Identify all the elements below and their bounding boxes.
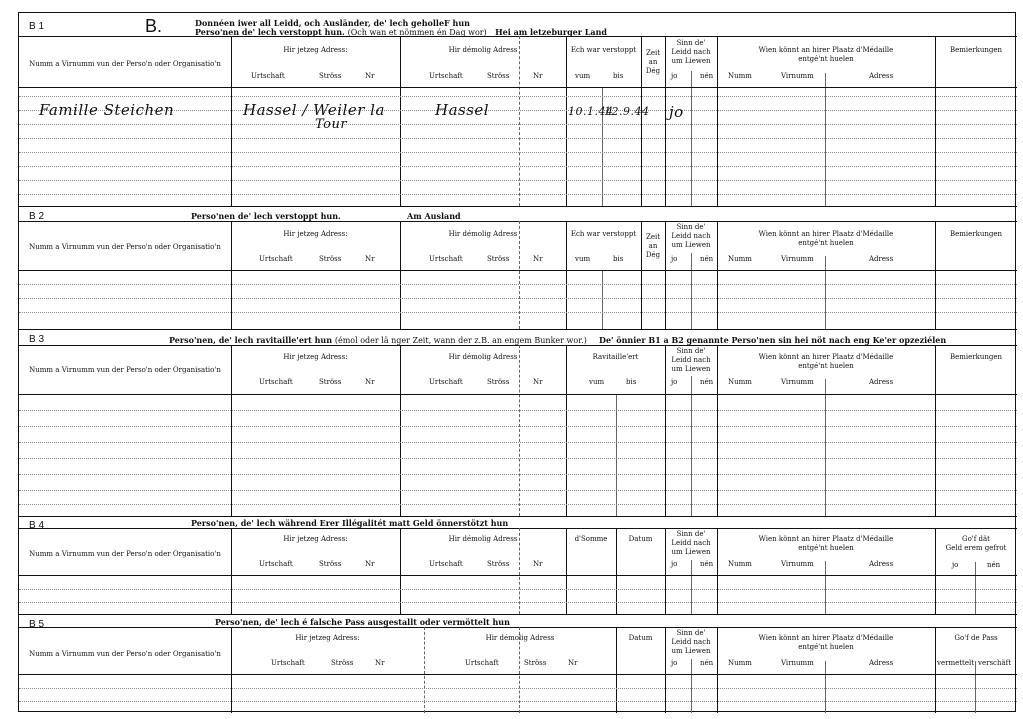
col-vum: vum [575, 72, 591, 80]
b4-col-gof-dat-1: Go'f dät [961, 535, 990, 543]
b5-col-verschaft: verschäft [978, 659, 1012, 667]
b3-col-numm-virnumm: Numm a Virnumm vun der Perso'n oder Organisatio'n [29, 366, 221, 374]
section-title2-b2: Am Ausland [407, 211, 461, 221]
b4-col-wien [717, 535, 935, 553]
b3-col-stross-2: Ströss [487, 378, 510, 386]
b3-col-jetzeg: Hir jetzeg Adress: [283, 353, 348, 361]
b3-col-urtschaft-2: Urtschaft [429, 378, 463, 386]
b2-col-sinn-1: Sinn de' [676, 223, 706, 231]
b3-col-nr: Nr [365, 378, 375, 386]
b2-col-bis: bis [613, 255, 624, 263]
b4-col-urtschaft: Urtschaft [259, 560, 293, 568]
b2-col-urtschaft-2: Urtschaft [429, 255, 463, 263]
b4-col-urtschaft-2: Urtschaft [429, 560, 463, 568]
b5-col-datum: Datum [628, 634, 653, 642]
b5-col-jetzeg: Hir jetzeg Adress: [295, 634, 360, 642]
b5-col-wien-2: entgé'nt huelen [798, 643, 854, 651]
b4-col-wien-1: Wien könnt an hirer Plaatz d'Médaille [758, 535, 894, 543]
section-title-b4: Perso'nen, de' lech während Erer Illégalitét matt Geld önnerstötzt hun [191, 518, 509, 528]
col-sinn [665, 39, 717, 66]
b3-col-sinn [665, 347, 717, 374]
b5-col-stross: Ströss [331, 659, 354, 667]
b4-col-jo-2: jo [952, 561, 959, 569]
section-id-b1: B 1 [29, 21, 45, 32]
col-demolig-adress: Hir démolig Adress [448, 46, 518, 54]
b2-col-wien [717, 230, 935, 248]
b2-col-sinn-3: um Liewen [671, 241, 711, 249]
b5-col-wien-1: Wien könnt an hirer Plaatz d'Médaille [758, 634, 894, 642]
b2-col-numm-virnumm: Numm a Virnumm vun der Perso'n oder Organisatio'n [29, 243, 221, 251]
entry-name: Famille Steichen [39, 101, 175, 119]
section-title-b3-note: (émol oder lä nger Zeit, wann der z.B. an engem Bunker wor.) [334, 336, 587, 345]
b5-col-numm: Numm [728, 659, 752, 667]
b3-col-nen: nén [700, 378, 714, 386]
b5-col-sinn [665, 629, 717, 656]
header-line2-a: Perso'nen de' lech verstoppt hun. [195, 27, 345, 37]
col-stross-2: Ströss [487, 72, 510, 80]
b3-col-bemierkungen: Bemierkungen [949, 353, 1003, 361]
b4-col-nr: Nr [365, 560, 375, 568]
b2-col-nr: Nr [365, 255, 375, 263]
b3-col-wien [717, 353, 935, 371]
col-stross: Ströss [319, 72, 342, 80]
b5-col-demolig: Hir démolig Adress [485, 634, 555, 642]
b2-col-sinn-2: Leidd nach [671, 232, 711, 240]
section-id-b4: B 4 [29, 520, 45, 531]
col-wien-1: Wien könnt an hirer Plaatz d'Médaille [758, 46, 894, 54]
b3-col-stross: Ströss [319, 378, 342, 386]
b3-col-virnumm: Virnumm [781, 378, 814, 386]
b2-col-wien-1: Wien könnt an hirer Plaatz d'Médaille [758, 230, 894, 238]
section-title-b2: Perso'nen de' lech verstoppt hun. [191, 211, 341, 221]
b4-col-sinn-3: um Liewen [671, 548, 711, 556]
b4-col-numm: Numm [728, 560, 752, 568]
col-urtschaft-2: Urtschaft [429, 72, 463, 80]
col-jetzeg-adress: Hir jetzeg Adress: [283, 46, 348, 54]
col-bemierkungen: Bemierkungen [949, 46, 1003, 54]
b3-col-ravitailleert: Ravitaille'ert [592, 353, 639, 361]
b2-col-zeit-2: an [648, 242, 658, 250]
b2-col-numm: Numm [728, 255, 752, 263]
entry-jetzeg-1: Hassel / Weiler la [243, 101, 385, 119]
b2-col-ech-war: Ech war verstoppt [570, 230, 637, 238]
b4-col-sinn-1: Sinn de' [676, 530, 706, 538]
col-numm: Numm [728, 72, 752, 80]
col-bis: bis [613, 72, 624, 80]
b3-col-vum: vum [589, 378, 605, 386]
b5-col-urtschaft-2: Urtschaft [465, 659, 499, 667]
section-title-b3-main: Perso'nen, de' lech ravitaille'ert hun [169, 335, 333, 345]
b3-col-adress: Adress [869, 378, 894, 386]
b4-col-demolig: Hir démolig Adress [448, 535, 518, 543]
b2-col-urtschaft: Urtschaft [259, 255, 293, 263]
b4-col-sinn [665, 530, 717, 557]
entry-vum: 10.1.44 [568, 105, 614, 118]
entry-demolig: Hassel [435, 101, 490, 119]
entry-jetzeg-2: Tour [315, 117, 348, 132]
form-letter: B. [145, 16, 163, 36]
b4-col-wien-2: entgé'nt huelen [798, 544, 854, 552]
b4-col-gof-dat-2: Geld erem gefrot [945, 544, 1007, 552]
b5-col-numm-virnumm: Numm a Virnumm vun der Perso'n oder Organisatio'n [29, 650, 221, 658]
col-sinn-2: Leidd nach [671, 48, 711, 56]
section-id-b2: B 2 [29, 211, 45, 222]
b3-col-sinn-2: Leidd nach [671, 356, 711, 364]
b4-col-adress: Adress [869, 560, 894, 568]
b5-col-wien [717, 634, 935, 652]
b4-col-somme: d'Somme [574, 535, 608, 543]
entry-jo: jo [669, 103, 684, 121]
b2-col-adress: Adress [869, 255, 894, 263]
entry-bis: 12.9.44 [604, 105, 650, 118]
b2-col-stross: Ströss [319, 255, 342, 263]
b2-col-bemierkungen: Bemierkungen [949, 230, 1003, 238]
b3-col-wien-2: entgé'nt huelen [798, 362, 854, 370]
header-line2-c: Hei am letzeburger Land [495, 27, 607, 37]
form-sheet [18, 12, 1016, 712]
b5-col-stross-2: Ströss [524, 659, 547, 667]
b5-col-urtschaft: Urtschaft [271, 659, 305, 667]
col-ech-war: Ech war verstoppt [570, 46, 637, 54]
b5-col-jo: jo [671, 659, 678, 667]
b2-col-nr-2: Nr [533, 255, 543, 263]
col-jo: jo [671, 72, 678, 80]
col-virnumm: Virnumm [781, 72, 814, 80]
b4-col-sinn-2: Leidd nach [671, 539, 711, 547]
col-zeit-3: Dég [645, 67, 661, 75]
b3-col-numm: Numm [728, 378, 752, 386]
b3-col-bis: bis [626, 378, 637, 386]
section-id-b5: B 5 [29, 619, 45, 630]
col-nen: nén [700, 72, 714, 80]
b3-col-sinn-1: Sinn de' [676, 347, 706, 355]
b2-col-zeit-3: Dég [645, 251, 661, 259]
b4-col-nen: nén [700, 560, 714, 568]
b3-col-sinn-3: um Liewen [671, 365, 711, 373]
b5-col-vermettelt: vermettelt [937, 659, 975, 667]
b2-col-vum: vum [575, 255, 591, 263]
b4-col-jetzeg: Hir jetzeg Adress: [283, 535, 348, 543]
b2-col-jetzeg: Hir jetzeg Adress: [283, 230, 348, 238]
b5-col-sinn-3: um Liewen [671, 647, 711, 655]
b2-col-wien-2: entgé'nt huelen [798, 239, 854, 247]
b3-col-nr-2: Nr [533, 378, 543, 386]
col-numm-virnumm: Numm a Virnumm vun der Perso'n oder Organisatio'n [29, 60, 221, 68]
b4-col-nen-2: nén [987, 561, 1001, 569]
section-title-b3 [169, 335, 587, 345]
section-title-b5: Perso'nen, de' lech é falsche Pass ausgestallt oder vermöttelt hun [215, 617, 510, 627]
col-sinn-1: Sinn de' [676, 39, 706, 47]
b5-col-sinn-2: Leidd nach [671, 638, 711, 646]
b2-col-zeit [641, 233, 665, 260]
b4-col-nr-2: Nr [533, 560, 543, 568]
b4-col-jo: jo [671, 560, 678, 568]
b5-col-virnumm: Virnumm [781, 659, 814, 667]
b3-col-jo: jo [671, 378, 678, 386]
b4-col-datum: Datum [628, 535, 653, 543]
b4-col-gof-dat [935, 535, 1017, 553]
b5-col-nr: Nr [375, 659, 385, 667]
col-wien-2: entgé'nt huelen [798, 55, 854, 63]
col-sinn-3: um Liewen [671, 57, 711, 65]
header-line1: Donnéen iwer all Leidd, och Ausländer, de' lech geholleF hun [195, 18, 470, 28]
header-line2-b: (Och wan et nömmen én Dag wor) [347, 28, 487, 37]
b5-col-sinn-1: Sinn de' [676, 629, 706, 637]
b4-col-stross: Ströss [319, 560, 342, 568]
b4-col-numm-virnumm: Numm a Virnumm vun der Perso'n oder Organisatio'n [29, 550, 221, 558]
b2-col-stross-2: Ströss [487, 255, 510, 263]
section-id-b3: B 3 [29, 334, 45, 345]
col-adress: Adress [869, 72, 894, 80]
b2-col-jo: jo [671, 255, 678, 263]
section-title-b3-right: De' önnier B1 a B2 genannte Perso'nen sin hei nöt nach eng Ke'er opzeziélen [599, 335, 947, 345]
b2-col-sinn [665, 223, 717, 250]
b5-col-nr-2: Nr [568, 659, 578, 667]
b3-col-wien-1: Wien könnt an hirer Plaatz d'Médaille [758, 353, 894, 361]
col-nr: Nr [365, 72, 375, 80]
col-zeit [641, 49, 665, 76]
col-nr-2: Nr [533, 72, 543, 80]
col-wien [717, 46, 935, 64]
b2-col-zeit-1: Zeit [645, 233, 661, 241]
col-urtschaft: Urtschaft [251, 72, 285, 80]
b5-col-adress: Adress [869, 659, 894, 667]
b2-col-nen: nén [700, 255, 714, 263]
b5-col-nen: nén [700, 659, 714, 667]
b2-col-demolig: Hir démolig Adress [448, 230, 518, 238]
col-zeit-1: Zeit [645, 49, 661, 57]
b4-col-virnumm: Virnumm [781, 560, 814, 568]
col-zeit-2: an [648, 58, 658, 66]
b2-col-virnumm: Virnumm [781, 255, 814, 263]
b3-col-urtschaft: Urtschaft [259, 378, 293, 386]
b4-col-stross-2: Ströss [487, 560, 510, 568]
b3-col-demolig: Hir démolig Adress [448, 353, 518, 361]
b5-col-gof-pass: Go'f de Pass [954, 634, 998, 642]
